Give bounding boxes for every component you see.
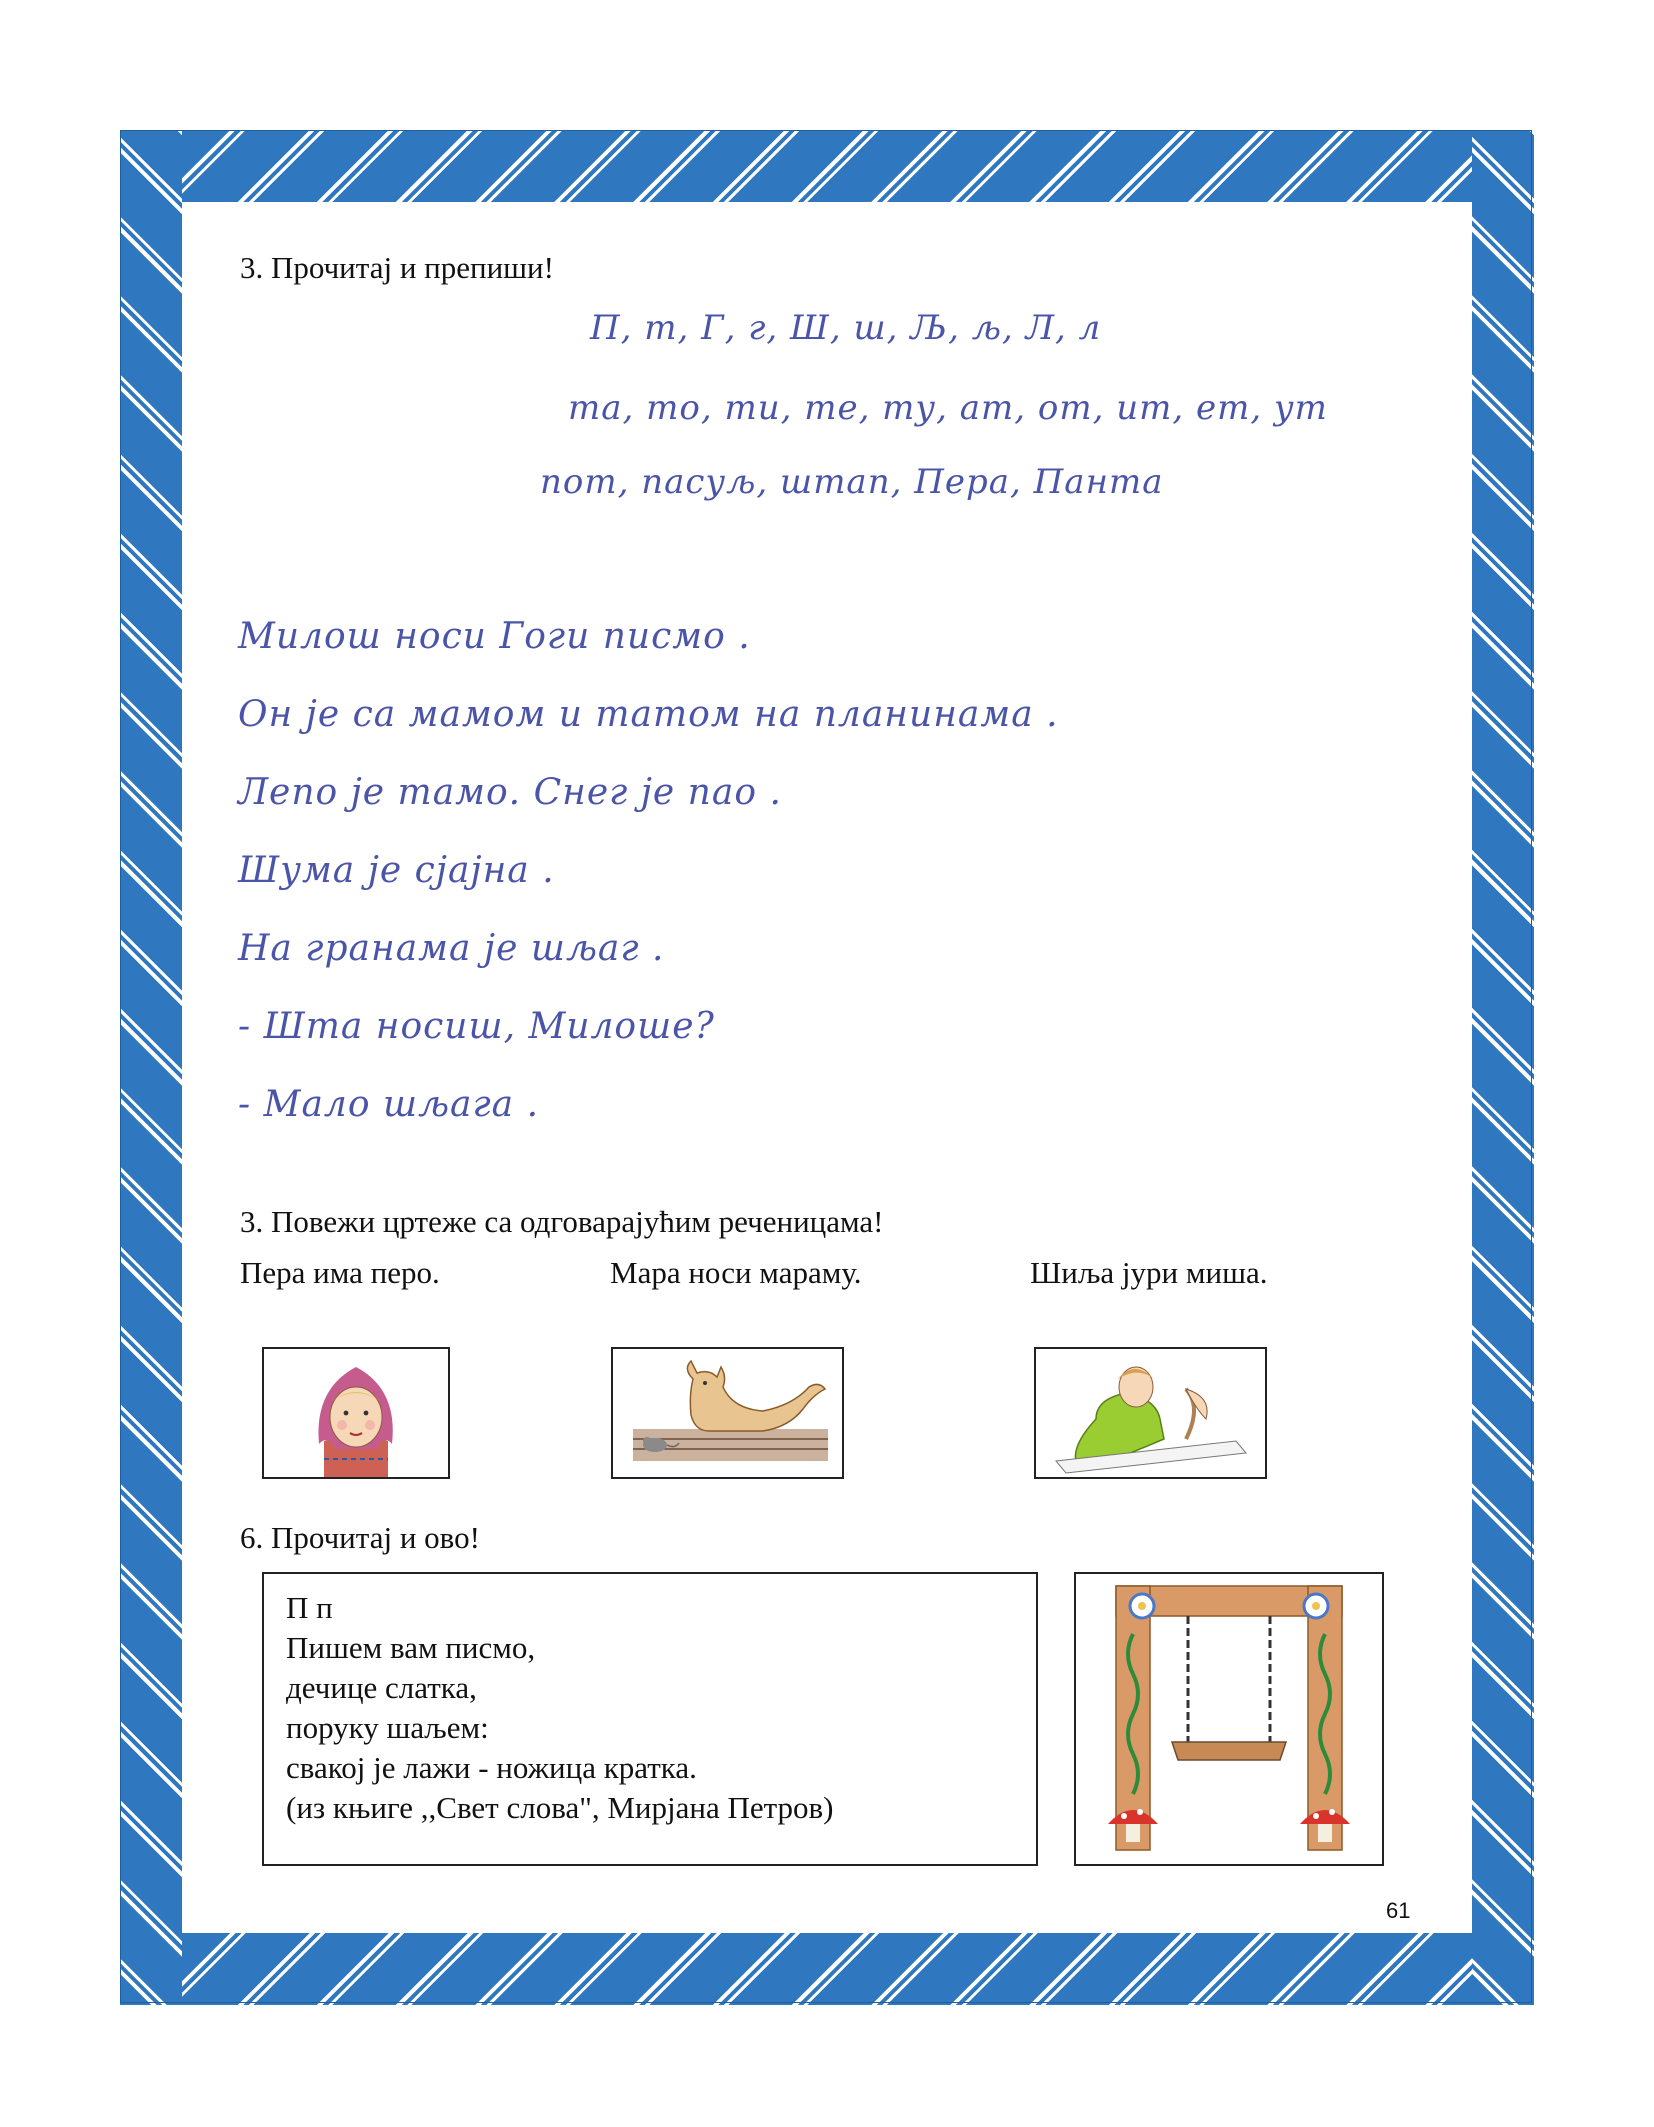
poem-line-1: Пишем вам писмо, (286, 1630, 536, 1665)
cursive-sentence-6: - Шта носиш, Милоше? (238, 1006, 715, 1047)
poem-letter-line: П п (286, 1590, 333, 1625)
cursive-sentence-1: Милош носи Гоги писмо . (238, 616, 751, 657)
cursive-sentence-3: Лепо је тамо. Снег је пао . (238, 772, 782, 813)
page-number: 61 (1386, 1898, 1411, 1923)
swing-illustration (1076, 1574, 1382, 1864)
picture-boy-writing[interactable] (1034, 1347, 1267, 1479)
exercise-match-heading: 3. Повежи цртеже са одговарајућим реченицама! (240, 1204, 884, 1239)
cursive-sentence-7: - Мало шљага . (238, 1084, 540, 1125)
cursive-sentence-4: Шума је сјајна . (238, 850, 555, 891)
cursive-sentence-5: На гранама је шљаг . (238, 928, 665, 969)
boy-writing-illustration (1036, 1349, 1265, 1477)
picture-cat-mouse[interactable] (611, 1347, 844, 1479)
poem-source-line: (из књиге ,,Свет слова", Мирјана Петров) (286, 1790, 834, 1825)
poem-line-2: дечице слатка, (286, 1670, 477, 1705)
exercise-copy-heading: 3. Прочитај и препиши! (240, 250, 554, 285)
cursive-letters-line: П, т, Г, г, Ш, ш, Љ, љ, Л, л (590, 308, 1102, 348)
match-sentence-1: Пера има перо. (240, 1255, 440, 1290)
picture-swing-letter-p (1074, 1572, 1384, 1866)
match-sentence-2: Мара носи мараму. (610, 1255, 862, 1290)
cursive-words-line: пот, пасуљ, штап, Пера, Панта (540, 462, 1164, 502)
match-sentence-3: Шиља јури миша. (1030, 1255, 1268, 1290)
girl-headscarf-illustration (264, 1349, 448, 1477)
poem-box (262, 1572, 1038, 1866)
poem-line-3: поруку шаљем: (286, 1710, 489, 1745)
cursive-sentence-2: Он је са мамом и татом на планинама . (238, 694, 1059, 735)
exercise-read-heading: 6. Прочитај и ово! (240, 1520, 480, 1555)
picture-girl-headscarf[interactable] (262, 1347, 450, 1479)
poem-line-4: свакој је лажи - ножица кратка. (286, 1750, 697, 1785)
cat-mouse-illustration (613, 1349, 842, 1477)
cursive-syllables-line: та, то, ти, те, ту, ат, от, ит, ет, ут (568, 388, 1328, 428)
